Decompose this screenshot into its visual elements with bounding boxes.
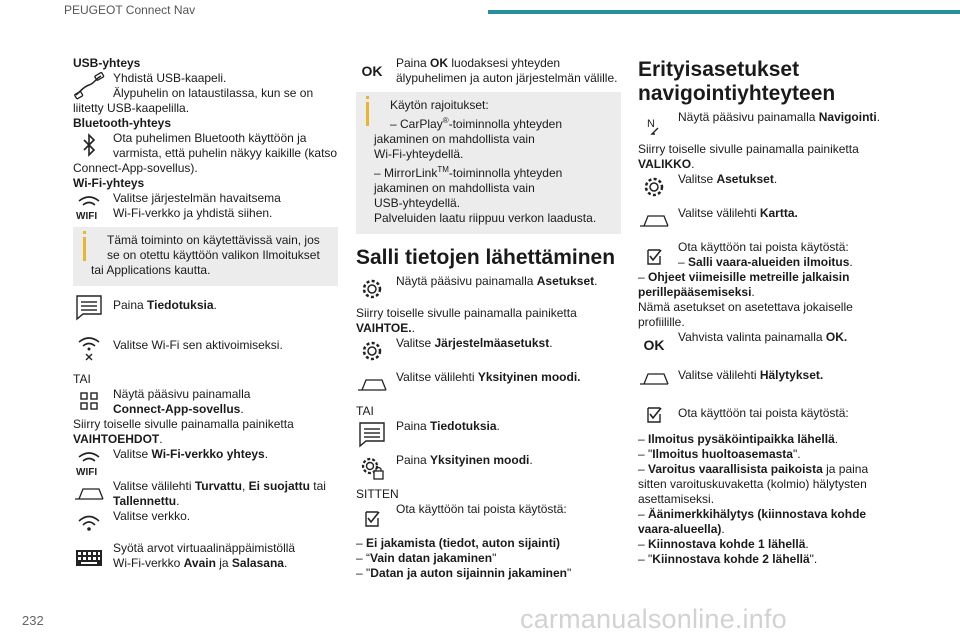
tai-label: TAI <box>73 372 91 386</box>
c3-li3-line-2: sitten varoituskuvaketta (kolmio) hälytysten <box>638 477 867 491</box>
c2-s2-pre: Valitse <box>396 336 435 350</box>
c3-li4-pre: – <box>638 507 649 521</box>
s1-bold: Tiedotuksia <box>147 298 214 312</box>
s4-pre: Valitse <box>113 447 152 461</box>
note2-l2a: – CarPlay <box>390 117 443 131</box>
c2-li3-bold: Datan ja auton sijainnin jakaminen <box>370 566 567 580</box>
s7-pre: Wi-Fi-verkko <box>113 556 184 570</box>
c3-s6-bold: Hälytykset. <box>759 368 824 382</box>
c3-s4-bold: Salli vaara-alueiden ilmoitus <box>688 255 850 269</box>
c3-li2-pre: – " <box>638 447 653 461</box>
keyboard-icon <box>73 541 105 571</box>
c2-li1-pre: – <box>356 536 367 550</box>
c3-p2-pre: – <box>638 270 649 284</box>
checkbox-icon-3 <box>638 398 670 428</box>
note2-line-1: Käytön rajoitukset: <box>390 98 489 112</box>
c3-li2-post: ". <box>792 447 801 461</box>
s3-bold: Connect-App-sovellus <box>113 402 241 416</box>
info-icon <box>83 237 86 261</box>
s2-text: Valitse Wi-Fi sen aktivoimiseksi. <box>113 338 283 352</box>
s7-bold-1: Avain <box>183 556 216 570</box>
c2-s4-bold: Tiedotuksia <box>430 419 497 433</box>
c3-s2-bold: Asetukset <box>716 172 774 186</box>
c3-li3-line-3: asettamiseksi. <box>638 492 715 506</box>
c3-s7: Ota käyttöön tai poista käytöstä: <box>678 406 849 420</box>
c2-s2-post: . <box>549 336 553 350</box>
c2-s5-pre: Paina <box>396 453 431 467</box>
note2-line-3: jakaminen on mahdollista vain <box>374 132 535 146</box>
s5-bold-2: Ei suojattu <box>248 479 310 493</box>
c3-s2-pre: Valitse <box>678 172 717 186</box>
s5-mid-2: tai <box>309 479 326 493</box>
step-settings <box>356 274 621 306</box>
step-notifications <box>73 292 338 326</box>
note2-line-7: USB-yhteydellä. <box>374 196 461 210</box>
c2-p1-bold: VAIHTOE. <box>356 321 412 335</box>
s7-line-1: Syötä arvot virtuaalinäppäimistöllä <box>113 541 296 555</box>
info-note-restrictions <box>356 92 621 234</box>
bluetooth-icon <box>73 131 105 161</box>
c3-li1-post: . <box>834 432 839 446</box>
c2-s4-pre: Paina <box>396 419 431 433</box>
s7-mid: ja <box>215 556 232 570</box>
page-number: 232 <box>22 613 44 628</box>
ok-line-2: älypuhelimen ja auton järjestelmän välille. <box>396 71 618 85</box>
note2-l2b: -toiminnolla yhteyden <box>448 117 562 131</box>
wifi-off-icon <box>73 332 105 362</box>
bluetooth-line-1: Ota puhelimen Bluetooth käyttöön ja <box>113 131 307 145</box>
s4-bold: Wi-Fi-verkko yhteys <box>151 447 265 461</box>
ok-pre: Paina <box>396 56 431 70</box>
c3-s3-bold: Kartta. <box>759 206 798 220</box>
note2-line-6: jakaminen on mahdollista vain <box>374 181 535 195</box>
c3-p2-post: . <box>751 285 755 299</box>
note2-line-4: Wi-Fi-yhteydellä. <box>374 147 464 161</box>
c2-s1-post: . <box>594 274 598 288</box>
c3-s1-post: . <box>876 110 881 124</box>
note-line-3: tai Applications kautta. <box>91 263 211 277</box>
c3-li2-bold: Ilmoitus huoltoasemasta <box>652 447 793 461</box>
s3-post: . <box>240 402 244 416</box>
section-title-data-sharing: Salli tietojen lähettäminen <box>356 246 616 269</box>
info-note <box>73 227 338 286</box>
tab-icon-4 <box>638 364 670 394</box>
step-map-tab <box>638 206 903 240</box>
c2-li2-post: " <box>492 551 497 565</box>
c3-p1-post: . <box>691 157 695 171</box>
c3-li6-bold: Kiinnostava kohde 2 lähellä <box>652 552 810 566</box>
notifications-list-icon <box>73 292 105 322</box>
note2-l5a: – MirrorLink <box>374 166 438 180</box>
s3-line-1: Näytä pääsivu painamalla <box>113 387 251 401</box>
step-alerts-tab <box>638 364 903 398</box>
s7-post: . <box>283 556 288 570</box>
c3-li6-post: ". <box>809 552 818 566</box>
c2-li3-post: " <box>567 566 572 580</box>
s3-post-2: . <box>159 432 163 446</box>
running-header: PEUGEOT Connect Nav <box>64 3 196 17</box>
c3-s1-pre: Näytä pääsivu painamalla <box>678 110 819 124</box>
usb-step <box>73 71 338 101</box>
c3-s5-bold: OK. <box>825 330 848 344</box>
c2-s6: Ota käyttöön tai poista käytöstä: <box>396 502 567 516</box>
bluetooth-step <box>73 131 338 161</box>
note2-line-8: Palveluiden laatu riippuu verkon laadusta. <box>374 211 597 225</box>
step-wifi-activate <box>73 332 338 366</box>
c3-p1-bold: VALIKKO <box>638 157 692 171</box>
note2-l5sup: TM <box>437 165 449 174</box>
ok-icon: OK <box>361 63 383 79</box>
c3-s4-post: . <box>849 255 853 269</box>
column-2 <box>356 56 621 581</box>
c2-li2-pre: – “ <box>356 551 371 565</box>
c3-s3-pre: Valitse välilehti <box>678 206 760 220</box>
c2-p1: Siirry toiselle sivulle painamalla painiketta <box>356 306 577 320</box>
bluetooth-line-2: varmista, että puhelin näkyy kaikille (katso <box>113 146 338 160</box>
c2-s1-bold: Asetukset <box>536 274 595 288</box>
apps-grid-icon <box>73 387 105 417</box>
usb-line-1: Yhdistä USB-kaapeli. <box>113 71 227 85</box>
private-mode-gear-icon <box>356 453 388 483</box>
watermark: carmanualsonline.info <box>520 604 787 634</box>
s5-mid: , <box>241 479 249 493</box>
column-3 <box>638 58 903 567</box>
wifi-line-2: Wi-Fi-verkko ja yhdistä siihen. <box>113 206 273 220</box>
gear-icon <box>356 274 388 304</box>
c2-s3-pre: Valitse välilehti <box>396 370 478 384</box>
step-select-network <box>73 509 338 541</box>
wifi-step <box>73 191 338 221</box>
wifi-text-icon-2 <box>73 447 105 477</box>
c3-li1-bold: Ilmoitus pysäköintipaikka lähellä <box>648 432 835 446</box>
c2-li1-bold: Ei jakamista (tiedot, auton sijainti) <box>366 536 561 550</box>
c3-li4-bold-1: Äänimerkkihälytys (kiinnostava kohde <box>648 507 867 521</box>
usb-heading: USB-yhteys <box>73 56 141 70</box>
header-accent-bar <box>488 10 960 14</box>
s3-line-3: Siirry toiselle sivulle painamalla painiketta <box>73 417 294 431</box>
step-toggle <box>356 502 621 536</box>
step-c3-ok <box>638 330 903 364</box>
svg-text:N: N <box>647 118 655 130</box>
wifi-line-1: Valitse järjestelmän havaitsema <box>113 191 281 205</box>
c3-li6-pre: – " <box>638 552 653 566</box>
title-line-2: navigointiyhteyteen <box>638 82 836 105</box>
tab-icon-3 <box>638 206 670 236</box>
note2-l5b: -toiminnolla yhteyden <box>448 166 563 180</box>
s5-bold-1: Turvattu <box>194 479 242 493</box>
wifi-icon <box>73 509 105 539</box>
c3-s6-pre: Valitse välilehti <box>678 368 760 382</box>
usb-cable-icon <box>73 71 105 101</box>
tab-icon-2 <box>356 370 388 400</box>
c3-li5-post: . <box>805 537 809 551</box>
step-private-mode <box>356 453 621 487</box>
c2-s5-bold: Yksityinen moodi <box>430 453 530 467</box>
c3-li5-bold: Kiinnostava kohde 1 lähellä <box>648 537 806 551</box>
step-c3-toggle <box>638 240 903 270</box>
svg-text:WIFI: WIFI <box>76 211 98 221</box>
bluetooth-heading: Bluetooth-yhteys <box>73 116 172 130</box>
c2-s1-pre: Näytä pääsivu painamalla <box>396 274 537 288</box>
c2-s3-bold: Yksityinen moodi. <box>477 370 581 384</box>
c3-s4-line-1: Ota käyttöön tai poista käytöstä: <box>678 240 849 254</box>
c3-li5-pre: – <box>638 537 649 551</box>
ok-bold: OK <box>430 56 449 70</box>
c2-s5-post: . <box>529 453 533 467</box>
s1-pre: Paina <box>113 298 148 312</box>
step-notifications-2 <box>356 419 621 453</box>
step-wifi-network-connection <box>73 447 338 479</box>
c3-p3-line-1: Nämä asetukset on asetettava jokaiselle <box>638 300 853 314</box>
s5-pre: Valitse välilehti <box>113 479 195 493</box>
c3-p2-bold-1: Ohjeet viimeisille metreille jalkaisin <box>648 270 850 284</box>
wifi-text-icon <box>73 191 105 221</box>
step-c3-toggle-2 <box>638 398 903 432</box>
s5-bold-3: Tallennettu <box>113 494 177 508</box>
note-line-1: Tämä toiminto on käytettävissä vain, jos <box>107 233 320 247</box>
c2-li2-bold: Vain datan jakaminen <box>370 551 493 565</box>
s1-post: . <box>213 298 217 312</box>
c2-li3-pre: – " <box>356 566 371 580</box>
step-select-tab <box>73 479 338 509</box>
checkbox-icon <box>356 502 388 532</box>
c2-s2-bold: Järjestelmäasetukst <box>434 336 550 350</box>
note2-l2sup: ® <box>442 116 449 125</box>
s6-text: Valitse verkko. <box>113 509 191 523</box>
s3-bold-2: VAIHTOEHDOT <box>73 432 160 446</box>
title-line-1: Erityisasetukset <box>638 58 800 81</box>
tab-icon <box>73 479 105 509</box>
c3-p2-bold-2: perillepääsemiseksi <box>638 285 752 299</box>
step-private-tab <box>356 370 621 404</box>
note-line-2: se on otettu käyttöön valikon Ilmoitukset <box>107 248 320 262</box>
c3-p3-line-2: profiilille. <box>638 315 685 329</box>
gear-icon-3 <box>638 172 670 202</box>
c3-li3-pre: – <box>638 462 649 476</box>
step-ok-connect <box>356 56 621 86</box>
c3-s4-pre: – <box>678 255 689 269</box>
notifications-list-icon-2 <box>356 419 388 449</box>
info-icon-2 <box>366 102 369 126</box>
bluetooth-line-3: Connect-App-sovellus). <box>73 161 198 175</box>
ok-post: luodaksesi yhteyden <box>448 56 561 70</box>
column-1 <box>73 56 338 571</box>
step-navigation <box>638 110 903 142</box>
c3-s1-bold: Navigointi <box>818 110 877 124</box>
usb-line-3: liitetty USB-kaapelilla. <box>73 101 190 115</box>
s7-bold-2: Salasana <box>231 556 284 570</box>
step-system-settings <box>356 336 621 370</box>
c2-tai: TAI <box>356 404 374 418</box>
navigation-icon <box>638 110 670 140</box>
svg-text:WIFI: WIFI <box>76 467 98 477</box>
c3-li3-bold: Varoitus vaarallisista paikoista <box>648 462 823 476</box>
step-c3-settings <box>638 172 903 206</box>
c3-li3-post: ja paina <box>822 462 869 476</box>
c3-li4-post: . <box>721 522 725 536</box>
c2-sitten: SITTEN <box>356 487 399 501</box>
c3-li1-pre: – <box>638 432 649 446</box>
c3-s5-pre: Vahvista valinta painamalla <box>678 330 826 344</box>
s5-post: . <box>176 494 180 508</box>
c2-p1-post: . <box>411 321 415 335</box>
s4-post: . <box>264 447 269 461</box>
step-keyboard <box>73 541 338 571</box>
section-title-navigation <box>638 58 903 106</box>
ok-icon-2: OK <box>643 337 665 353</box>
wifi-heading: Wi-Fi-yhteys <box>73 176 145 190</box>
c3-s2-post: . <box>773 172 778 186</box>
c3-p1: Siirry toiselle sivulle painamalla painiketta <box>638 142 859 156</box>
checkbox-icon-2 <box>638 240 670 270</box>
usb-line-2: Älypuhelin on lataustilassa, kun se on <box>113 86 314 100</box>
c3-li4-bold-2: vaara-alueella) <box>638 522 722 536</box>
gear-icon-2 <box>356 336 388 366</box>
c2-s4-post: . <box>496 419 500 433</box>
step-connect-app <box>73 387 338 417</box>
